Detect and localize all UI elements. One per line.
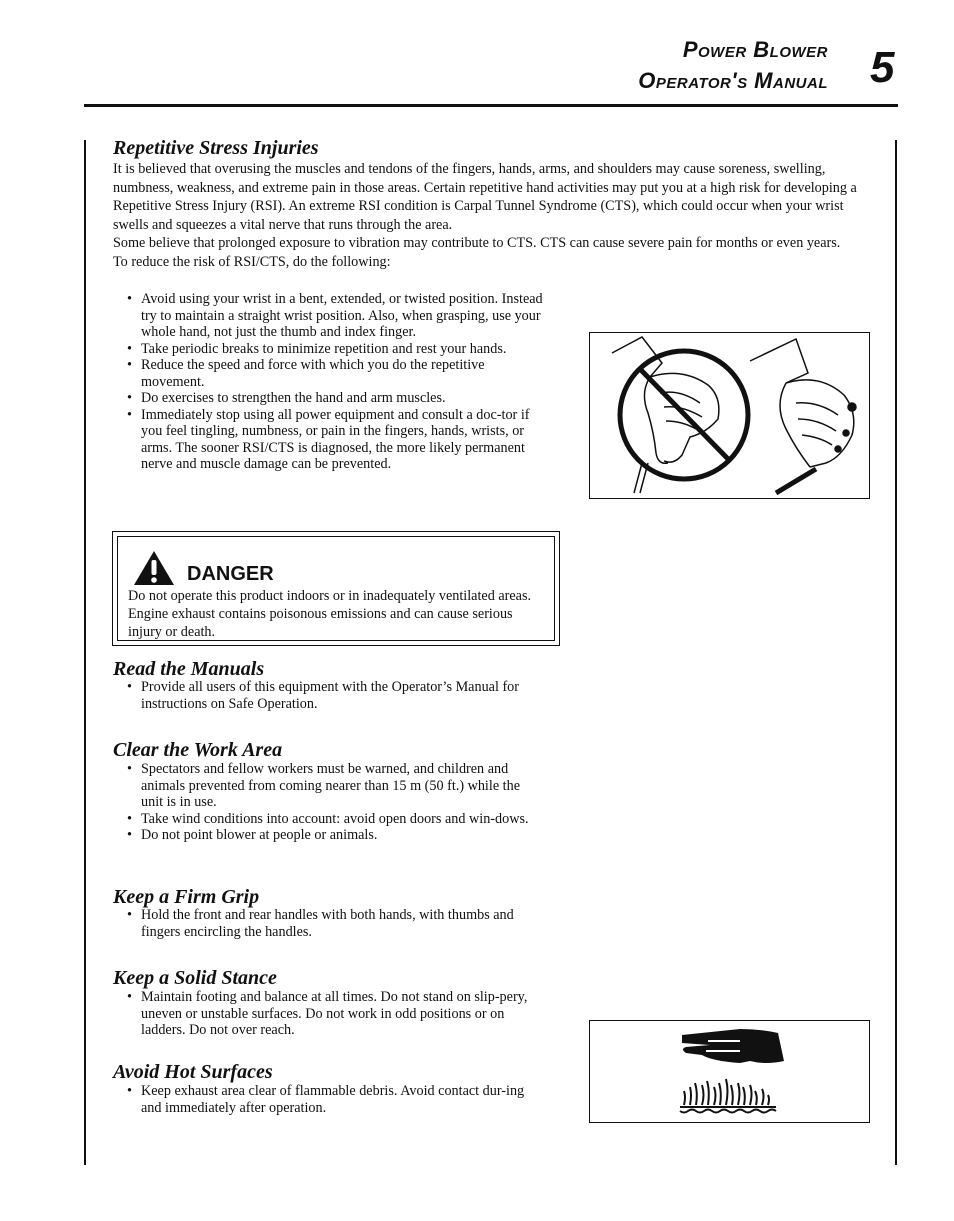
rsi-body bbox=[113, 160, 873, 271]
warning-triangle-icon bbox=[132, 549, 176, 587]
manual-title bbox=[638, 34, 828, 96]
rsi-list bbox=[113, 291, 545, 473]
list-item: • Hold the front and rear handles with both hands, with thumbs and fingers encircling the handles. bbox=[141, 907, 545, 940]
wrist-position-figure bbox=[589, 332, 870, 499]
hot-surfaces-list bbox=[113, 1083, 545, 1116]
list-item: • Provide all users of this equipment with the Operator’s Manual for instructions on Safe Operation. bbox=[141, 679, 545, 712]
list-item: • Immediately stop using all power equipment and consult a doc-tor if you feel tingling, numbness, or pain in the fingers, hands, wrists, or arms. The sooner RSI/CTS is diagnosed, the more likely permanent nerve and muscle damage can be prevented. bbox=[141, 407, 545, 473]
read-manuals-heading: Read the Manuals bbox=[113, 658, 265, 680]
danger-title: DANGER bbox=[187, 563, 274, 585]
hot-surface-hand-icon bbox=[589, 1020, 870, 1123]
clear-area-list bbox=[113, 761, 545, 844]
solid-stance-list bbox=[113, 989, 545, 1039]
hot-surfaces-heading: Avoid Hot Surfaces bbox=[113, 1061, 273, 1083]
list-item: • Do not point blower at people or animals. bbox=[141, 827, 545, 844]
list-item: • Keep exhaust area clear of flammable debris. Avoid contact dur-ing and immediately after operation. bbox=[141, 1083, 545, 1116]
title-line-1: Power Blower bbox=[682, 37, 828, 62]
danger-text: Do not operate this product indoors or in inadequately ventilated areas. Engine exhaust contains poisonous emissions and can cause serious injury or death. bbox=[128, 588, 532, 640]
list-item: • Take periodic breaks to minimize repetition and rest your hands. bbox=[141, 341, 545, 358]
list-item: • Do exercises to strengthen the hand and arm muscles. bbox=[141, 390, 545, 407]
rsi-para-2: Some believe that prolonged exposure to vibration may contribute to CTS. CTS can cause severe pain for months or even years. bbox=[113, 235, 841, 251]
list-item: • Take wind conditions into account: avoid open doors and win-dows. bbox=[141, 811, 545, 828]
list-item: • Spectators and fellow workers must be warned, and children and animals prevented from coming nearer than 15 m (50 ft.) while the unit is in use. bbox=[141, 761, 545, 811]
firm-grip-list bbox=[113, 907, 545, 940]
rsi-para-1: It is believed that overusing the muscles and tendons of the fingers, hands, arms, and shoulders may cause soreness, swelling, numbness, weakness, and extreme pain in those areas. Certain repetitive hand activities may put you at a high risk for developing a Repetitive Stress Injury (RSI). An extreme RSI condition is Carpal Tunnel Syndrome (CTS), which could occur when your wrist swells and squeezes a vital nerve that runs through the area. bbox=[113, 161, 857, 233]
left-margin-rule bbox=[84, 140, 86, 1165]
firm-grip-heading: Keep a Firm Grip bbox=[113, 886, 260, 908]
right-margin-rule bbox=[895, 140, 897, 1165]
header-rule bbox=[84, 104, 898, 107]
solid-stance-heading: Keep a Solid Stance bbox=[113, 967, 277, 989]
title-line-2: Operator's Manual bbox=[638, 68, 828, 93]
danger-box bbox=[112, 531, 560, 646]
read-manuals-list bbox=[113, 679, 545, 712]
rsi-para-3: To reduce the risk of RSI/CTS, do the following: bbox=[113, 253, 391, 270]
list-item: • Maintain footing and balance at all times. Do not stand on slip-pery, uneven or unstable surfaces. Do not work in odd positions or on ladders. Do not over reach. bbox=[141, 989, 545, 1039]
list-item: • Reduce the speed and force with which you do the repetitive movement. bbox=[141, 357, 545, 390]
list-item: • Avoid using your wrist in a bent, extended, or twisted position. Instead try to maintain a straight wrist position. Also, when grasping, use your whole hand, not just the thumb and index finger. bbox=[141, 291, 545, 341]
clear-area-heading: Clear the Work Area bbox=[113, 739, 283, 761]
page-number: 5 bbox=[870, 43, 895, 92]
rsi-heading: Repetitive Stress Injuries bbox=[113, 137, 319, 159]
